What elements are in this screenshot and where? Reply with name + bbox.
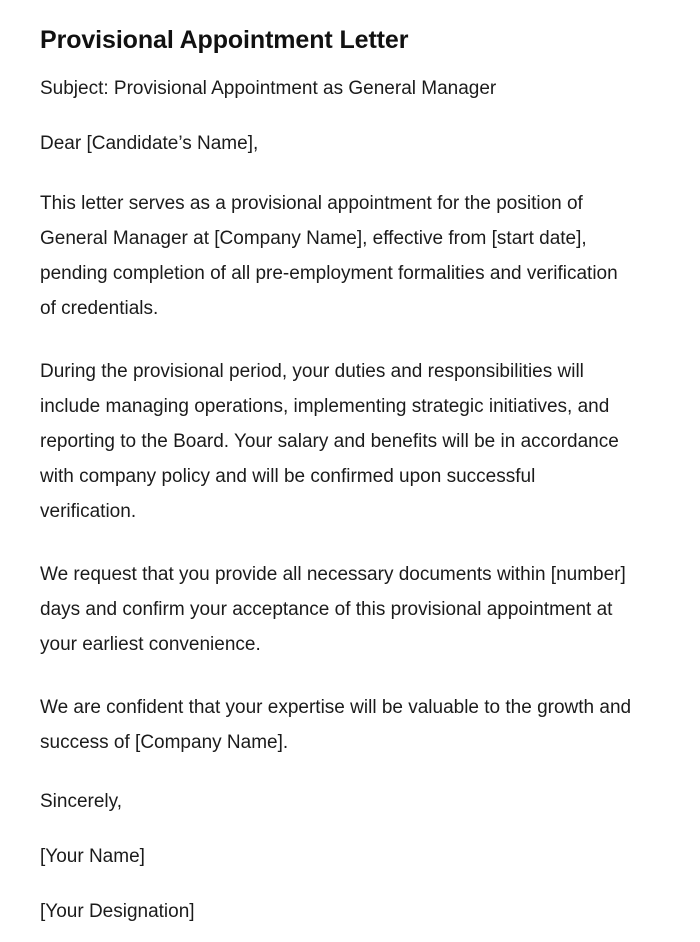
signature-name: [Your Name] [40,846,145,867]
salutation: Dear [Candidate’s Name], [40,133,259,154]
subject-line: Subject: Provisional Appointment as General Manager [40,78,497,99]
body-paragraph: We are confident that your expertise will be valuable to the growth and success of [Company Name]. [40,697,632,753]
page-title: Provisional Appointment Letter [40,26,409,54]
closing-salutation: Sincerely, [40,791,123,812]
body-paragraph: This letter serves as a provisional appointment for the position of General Manager at [Company Name], effective from [start date], pending completion of all pre-employment formalities and verification of credentials. [40,193,618,319]
body-paragraph: We request that you provide all necessary documents within [number] days and confirm your acceptance of this provisional appointment at your earliest convenience. [40,564,626,655]
body-paragraph: During the provisional period, your duties and responsibilities will include managing operations, implementing strategic initiatives, and reporting to the Board. Your salary and benefits will be in accordance with company policy and will be confirmed upon successful verification. [40,361,619,522]
signature-designation: [Your Designation] [40,901,195,922]
